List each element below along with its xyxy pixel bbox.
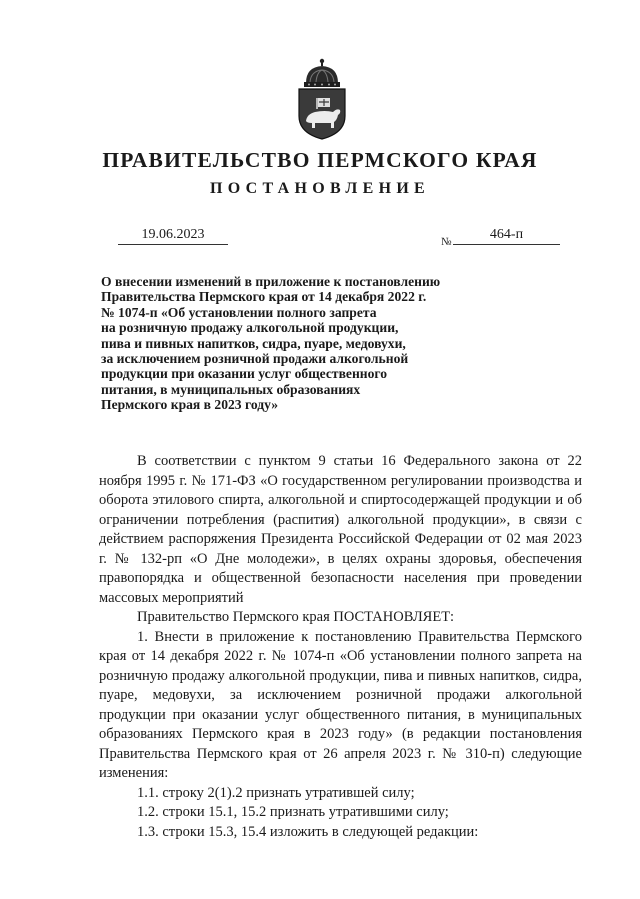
item-1-1-paragraph: 1.1. строку 2(1).2 признать утратившей силу; xyxy=(137,784,415,801)
subject-line: на розничную продажу алкогольной продукции, xyxy=(101,320,399,336)
subject-line: № 1074-п «Об установлении полного запрета xyxy=(101,304,377,320)
subject-line: Пермского края в 2023 году» xyxy=(101,397,279,413)
document-subject xyxy=(101,274,481,413)
item-1-2-paragraph: 1.2. строки 15.1, 15.2 признать утратившими силу; xyxy=(137,804,449,820)
subject-line: Правительства Пермского края от 14 декабря 2022 г. xyxy=(101,289,427,305)
document-number: 464-п xyxy=(453,227,560,245)
perm-krai-coat-of-arms-icon xyxy=(293,58,351,140)
subject-line: О внесении изменений в приложение к постановлению xyxy=(101,274,441,289)
subject-line: пива и пивных напитков, сидра, пуаре, медовухи, xyxy=(101,335,406,351)
item-1-3-paragraph: 1.3. строки 15.3, 15.4 изложить в следующей редакции: xyxy=(137,823,479,840)
number-sign: № xyxy=(441,236,452,248)
document-date: 19.06.2023 xyxy=(118,227,228,245)
preamble-paragraph: В соответствии с пунктом 9 статьи 16 Федерального закона от 22 ноября 1995 г. № 171-ФЗ «О государственном регулировании производства и оборота этилового спирта, алкогольной и спиртосодержащей продукции и об ограничении потребления (распития) алкогольной продукции», в связи с действием распоряжения Президента Российской Федерации от 02 мая 2023 г. № 132-рп «О Дне молодежи», в целях охраны здоровья, обеспечения правопорядка и общественной безопасности населения при проведении массовых мероприятий xyxy=(99,453,582,606)
subject-line: за исключением розничной продажи алкогольной xyxy=(101,351,409,367)
document-type-title: ПОСТАНОВЛЕНИЕ xyxy=(209,180,431,197)
subject-line: питания, в муниципальных образованиях xyxy=(101,381,361,397)
crown-icon xyxy=(304,59,340,87)
organization-title: ПРАВИТЕЛЬСТВО ПЕРМСКОГО КРАЯ xyxy=(102,148,538,172)
item-1-paragraph: 1. Внести в приложение к постановлению Правительства Пермского края от 14 декабря 2022 г. № 1074-п «Об установлении полного запрета на розничную продажу алкогольной продукции, пива и пивных напитков, сидра, пуаре, медовухи, за исключением розничной продажи алкогольной продукции при оказании услуг общественного питания, в муниципальных образованиях Пермского края в 2023 году» (в редакции постановления Правительства Пермского края от 26 апреля 2023 г. № 310-п) следующие изменения: xyxy=(99,628,582,781)
subject-line: продукции при оказании услуг общественного xyxy=(101,366,388,382)
resolves-paragraph: Правительство Пермского края ПОСТАНОВЛЯЕТ: xyxy=(137,609,455,625)
document-body xyxy=(99,452,582,842)
